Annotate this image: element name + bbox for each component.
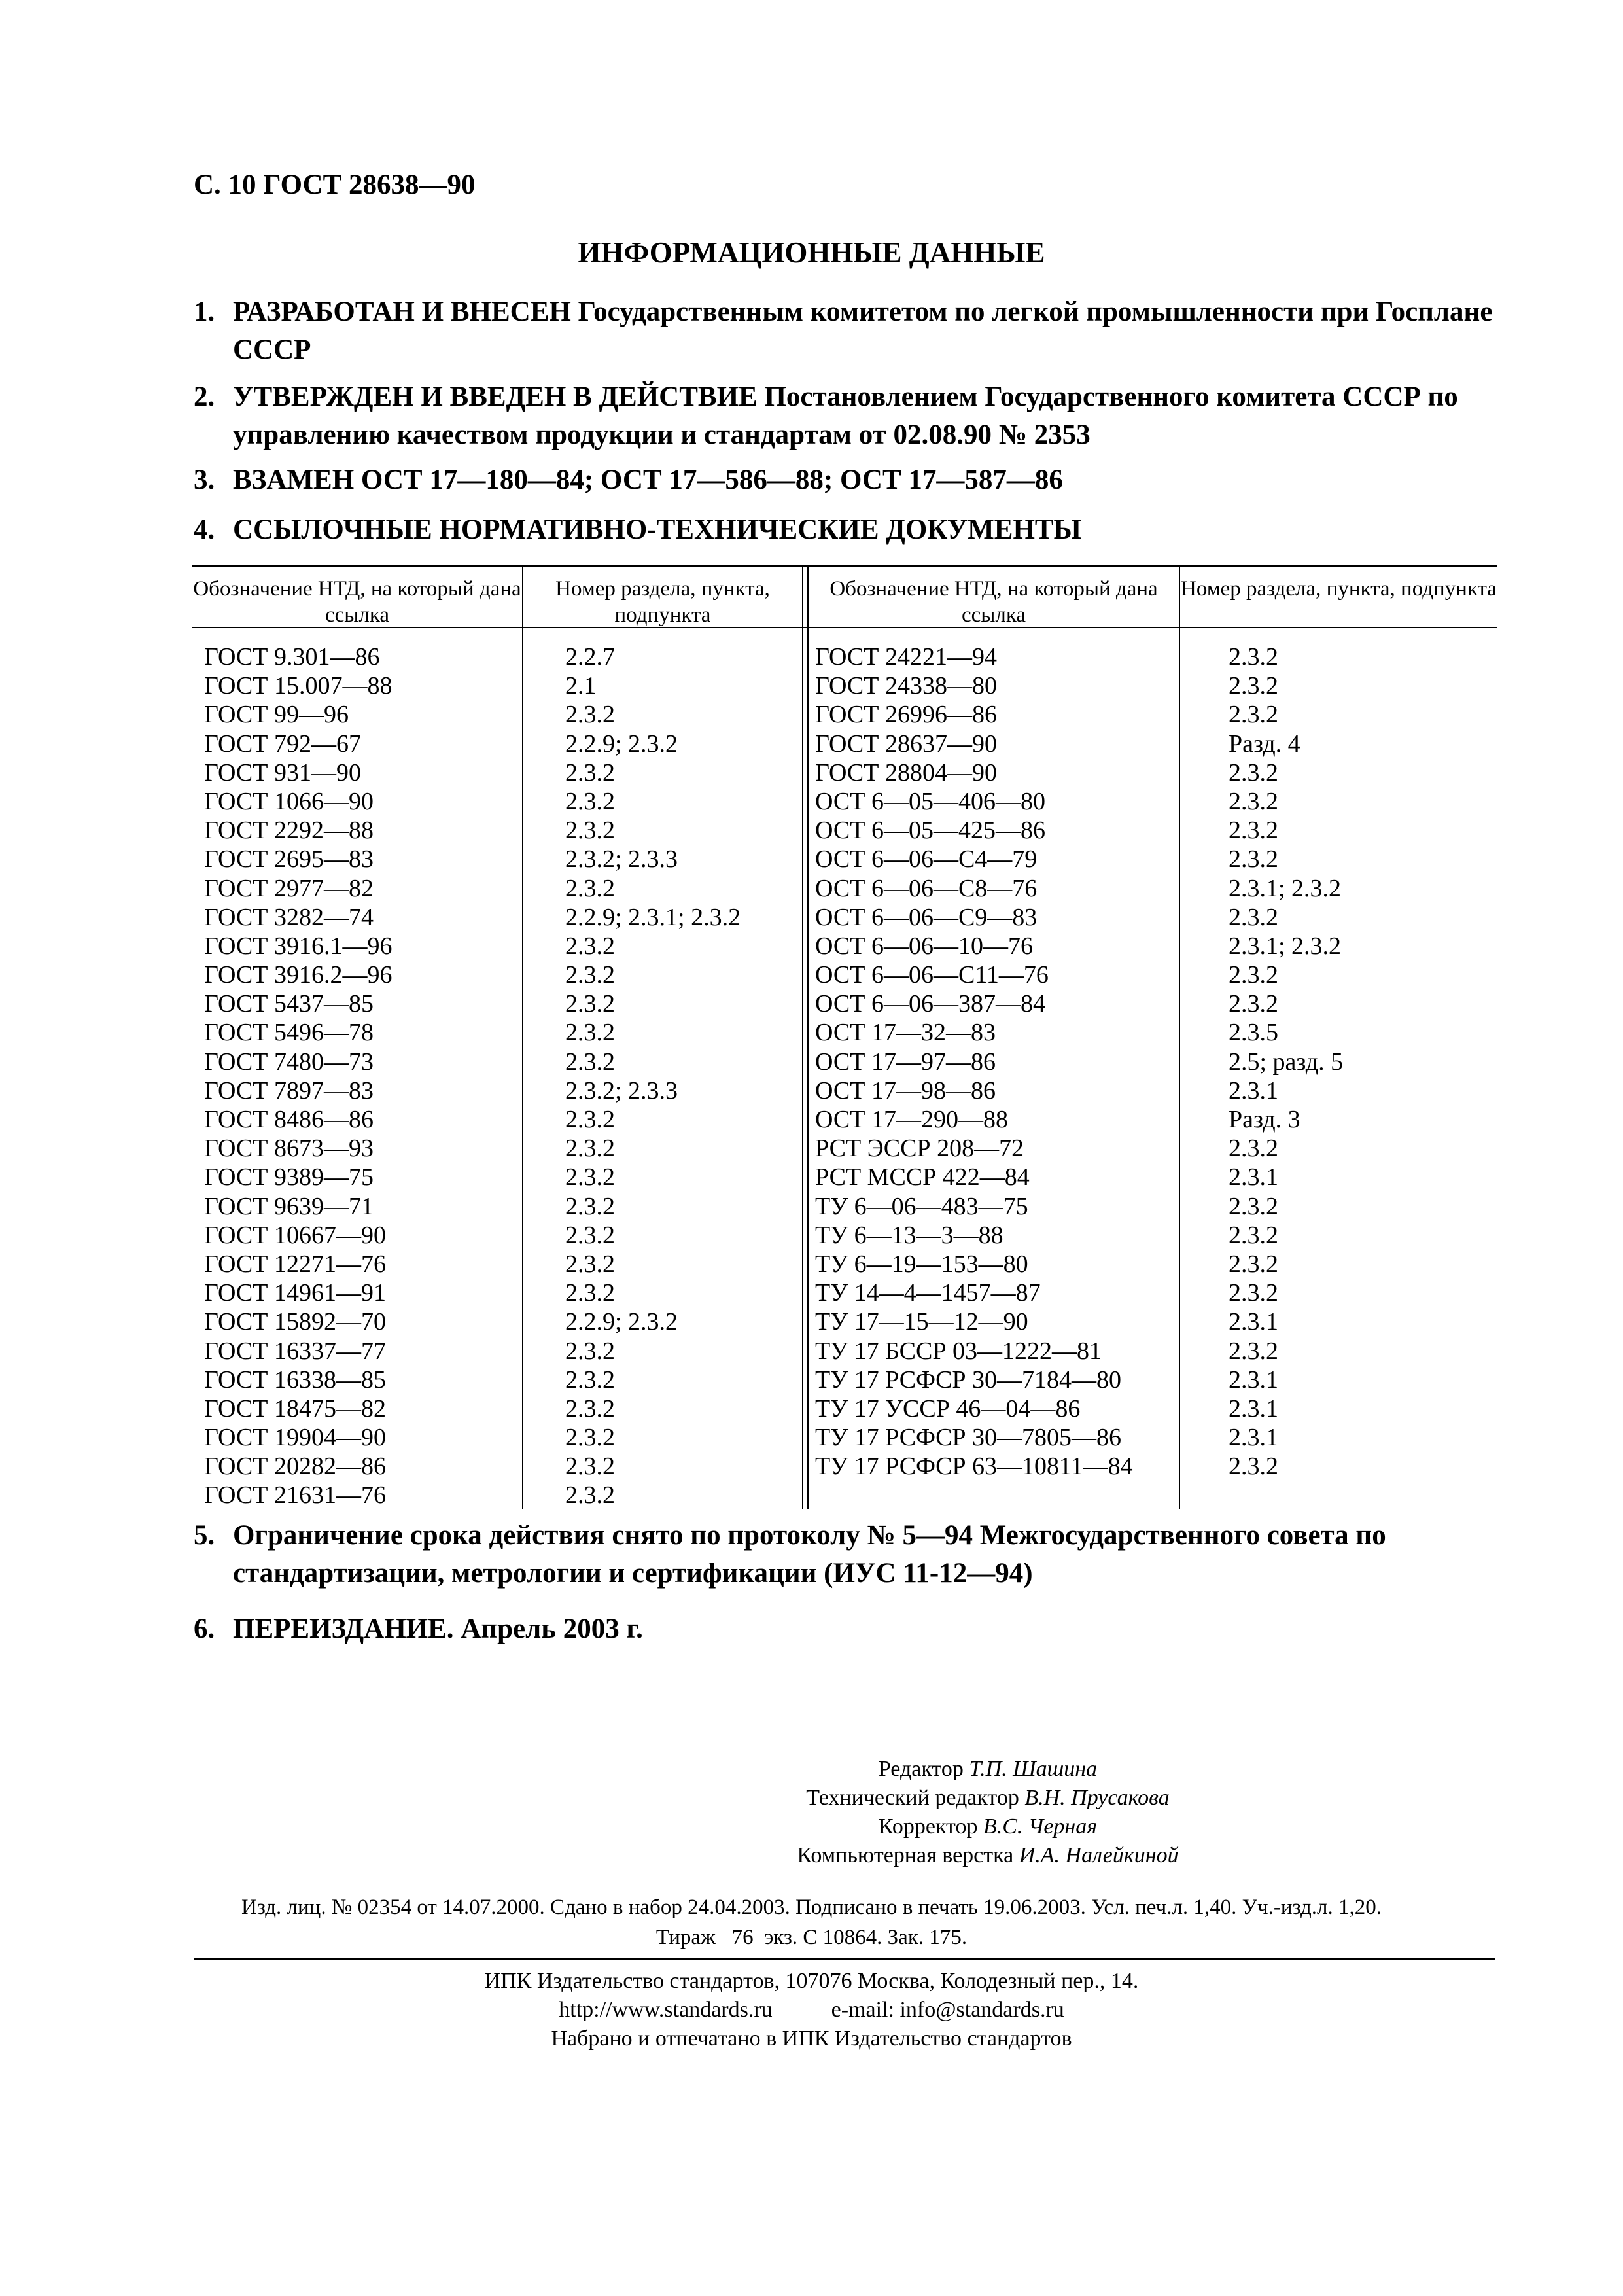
table-cell-doc: ТУ 6—19—153—80	[815, 1250, 1028, 1278]
table-cell-section: 2.3.2	[565, 1135, 615, 1163]
table-cell-doc: ГОСТ 21631—76	[204, 1481, 386, 1510]
table-cell-doc: ГОСТ 8673—93	[204, 1135, 374, 1163]
table-cell-doc: ГОСТ 8486—86	[204, 1106, 374, 1133]
table-cell-doc: ГОСТ 3282—74	[204, 903, 374, 931]
table-cell-doc: ГОСТ 931—90	[204, 758, 361, 786]
table-cell-doc: ТУ 17 УССР 46—04—86	[815, 1394, 1081, 1422]
table-cell-section: 2.3.2	[1229, 701, 1278, 729]
table-cell-section: 2.3.2	[1229, 817, 1278, 845]
table-cell-section: 2.3.1	[1229, 1163, 1278, 1192]
header-right-doc: Обозначение НТД, на который дана ссылка	[829, 577, 1158, 627]
header-right-section: Номер раздела, пункта, подпункта	[1181, 577, 1497, 601]
credit-tech-editor: Технический редактор В.Н. Прусакова	[806, 1786, 1170, 1810]
table-cell-section: 2.3.2; 2.3.3	[565, 845, 678, 874]
table-cell-doc: ТУ 17—15—12—90	[815, 1308, 1028, 1336]
table-cell-section: 2.3.2	[565, 1279, 615, 1307]
table-cell-section: 2.3.2	[565, 1192, 615, 1220]
table-cell-section: 2.3.2	[565, 1481, 615, 1510]
table-cell-doc: ГОСТ 26996—86	[815, 701, 997, 729]
info-item-2	[194, 378, 1502, 454]
table-top-rule	[192, 565, 1497, 567]
table-cell-section: 2.3.2	[1229, 1453, 1278, 1481]
table-cell-section: 2.3.2	[565, 1250, 615, 1278]
table-cell-doc: ГОСТ 15892—70	[204, 1308, 386, 1336]
table-cell-section: 2.3.2; 2.3.3	[565, 1076, 678, 1104]
table-cell-section: 2.3.1; 2.3.2	[1229, 932, 1342, 960]
table-cell-doc: ГОСТ 2292—88	[204, 817, 374, 845]
table-cell-section: 2.3.2	[565, 1163, 615, 1192]
document-title: ИНФОРМАЦИОННЫЕ ДАННЫЕ	[578, 236, 1045, 269]
item-text: Апрель 2003 г.	[461, 1614, 643, 1644]
table-cell-section: 2.3.2	[1229, 961, 1278, 989]
item-lead: УТВЕРЖДЕН И ВВЕДЕН В ДЕЙСТВИЕ	[233, 381, 758, 412]
printer-url[interactable]: http://www.standards.ru	[559, 1998, 773, 2022]
item-text: Ограничение срока действия снято по протоколу № 5—94 Межгосударственного совета по стандартизации, метрологии и сертификации (ИУС 11-12—94)	[233, 1520, 1386, 1589]
table-cell-doc: ГОСТ 16337—77	[204, 1337, 386, 1365]
item-text: Государственным комитетом по легкой промышленности при Госплане СССР	[233, 296, 1493, 365]
table-cell-doc: ГОСТ 16338—85	[204, 1366, 386, 1394]
column-right-docs	[815, 643, 1133, 1481]
info-item-1	[194, 293, 1502, 369]
item-lead: ССЫЛОЧНЫЕ НОРМАТИВНО-ТЕХНИЧЕСКИЕ ДОКУМЕНТЫ	[233, 514, 1081, 545]
info-item-4	[194, 511, 1502, 549]
table-cell-doc: ОСТ 6—06—387—84	[815, 990, 1045, 1018]
table-cell-doc: ГОСТ 9639—71	[204, 1192, 374, 1220]
table-cell-section: 2.3.5	[1229, 1019, 1278, 1047]
table-cell-section: 2.3.2	[565, 961, 615, 989]
table-cell-section: 2.3.2	[1229, 1279, 1278, 1307]
table-cell-section: 2.3.2	[1229, 758, 1278, 786]
table-cell-section: 2.3.2	[565, 701, 615, 729]
table-cell-doc: ТУ 17 РСФСР 30—7184—80	[815, 1366, 1122, 1394]
item-number: 5.	[194, 1520, 215, 1551]
table-cell-doc: РСТ МССР 422—84	[815, 1163, 1030, 1192]
table-cell-section: 2.3.1	[1229, 1366, 1278, 1394]
table-cell-section: 2.3.2	[565, 990, 615, 1018]
table-cell-section: 2.3.2	[1229, 1221, 1278, 1249]
table-cell-doc: ГОСТ 9.301—86	[204, 643, 380, 671]
info-item-3	[194, 461, 1502, 499]
table-cell-section: 2.3.2	[565, 932, 615, 960]
printer-address: ИПК Издательство стандартов, 107076 Москва, Колодезный пер., 14.	[484, 1969, 1139, 1993]
table-cell-doc: ГОСТ 28637—90	[815, 730, 997, 758]
table-divider	[1179, 628, 1180, 1509]
table-cell-section: 2.3.2	[1229, 990, 1278, 1018]
printer-contacts	[0, 1996, 1623, 2024]
table-cell-section: 2.3.2	[565, 787, 615, 815]
column-left-sections	[565, 643, 741, 1510]
publication-line-2: Тираж 76 экз. С 10864. Зак. 175.	[655, 1926, 968, 1949]
table-cell-doc: ГОСТ 9389—75	[204, 1163, 374, 1192]
column-left-docs	[204, 643, 393, 1510]
table-cell-doc: ГОСТ 24221—94	[815, 643, 997, 671]
table-cell-section: 2.5; разд. 5	[1229, 1048, 1344, 1076]
table-cell-doc: ГОСТ 5496—78	[204, 1019, 374, 1047]
table-cell-doc: ГОСТ 7480—73	[204, 1048, 374, 1076]
table-cell-doc: ГОСТ 1066—90	[204, 787, 374, 815]
credit-editor: Редактор Т.П. Шашина	[878, 1757, 1098, 1781]
header-left-doc: Обозначение НТД, на который дана ссылка	[193, 577, 521, 627]
item-number: 6.	[194, 1614, 215, 1644]
printer-printed-by: Набрано и отпечатано в ИПК Издательство стандартов	[551, 2026, 1072, 2051]
column-right-sections	[1229, 643, 1343, 1481]
table-cell-doc: ОСТ 6—06—С4—79	[815, 845, 1038, 874]
table-cell-doc: ТУ 17 РСФСР 63—10811—84	[815, 1453, 1133, 1481]
table-cell-section: 2.3.2	[1229, 1250, 1278, 1278]
table-cell-doc: ОСТ 6—06—10—76	[815, 932, 1033, 960]
table-cell-section: 2.3.1	[1229, 1424, 1278, 1452]
table-cell-doc: ГОСТ 3916.1—96	[204, 932, 393, 960]
table-cell-doc: ОСТ 17—290—88	[815, 1106, 1008, 1133]
credits	[726, 1755, 1249, 1870]
table-cell-doc: ГОСТ 792—67	[204, 730, 361, 758]
item-lead: ПЕРЕИЗДАНИЕ.	[233, 1614, 454, 1644]
item-number: 2.	[194, 381, 215, 412]
table-cell-section: 2.2.9; 2.3.2	[565, 1308, 678, 1336]
table-cell-section: 2.3.1	[1229, 1394, 1278, 1422]
table-cell-doc: ГОСТ 3916.2—96	[204, 961, 393, 989]
table-cell-doc: ОСТ 6—05—425—86	[815, 817, 1045, 845]
table-cell-section: 2.3.2	[1229, 643, 1278, 671]
table-cell-doc: ОСТ 6—05—406—80	[815, 787, 1045, 815]
table-cell-doc: ТУ 17 БССР 03—1222—81	[815, 1337, 1102, 1365]
table-cell-doc: ГОСТ 99—96	[204, 701, 349, 729]
table-cell-section: 2.3.2	[565, 1424, 615, 1452]
page-header: С. 10 ГОСТ 28638—90	[194, 169, 476, 200]
table-cell-section: 2.3.2	[1229, 845, 1278, 874]
table-cell-section: 2.3.2	[565, 1221, 615, 1249]
printer-email[interactable]: e-mail: info@standards.ru	[831, 1998, 1064, 2022]
table-cell-section: 2.2.9; 2.3.2	[565, 730, 678, 758]
table-cell-doc: ТУ 17 РСФСР 30—7805—86	[815, 1424, 1122, 1452]
table-cell-section: 2.2.7	[565, 643, 615, 671]
table-cell-section: 2.3.2	[1229, 903, 1278, 931]
table-cell-doc: ОСТ 6—06—С9—83	[815, 903, 1038, 931]
table-cell-section: 2.3.2	[1229, 672, 1278, 700]
table-cell-doc: ГОСТ 20282—86	[204, 1453, 386, 1481]
table-cell-section: 2.3.2	[565, 1337, 615, 1365]
table-cell-doc: ГОСТ 5437—85	[204, 990, 374, 1018]
table-divider	[522, 628, 523, 1509]
table-cell-section: 2.1	[565, 672, 597, 700]
credit-layout: Компьютерная верстка И.А. Налейкиной	[797, 1843, 1179, 1867]
item-text: Постановлением Государственного комитета СССР по управлению качеством продукции и стандартам от 02.08.90 № 2353	[233, 381, 1458, 450]
table-cell-doc: ОСТ 17—98—86	[815, 1076, 996, 1104]
item-lead: РАЗРАБОТАН И ВНЕСЕН	[233, 296, 571, 327]
table-cell-doc: ГОСТ 12271—76	[204, 1250, 386, 1278]
table-cell-doc: РСТ ЭССР 208—72	[815, 1135, 1024, 1163]
table-cell-section: 2.3.2	[1229, 1135, 1278, 1163]
table-divider-center	[807, 565, 809, 1509]
table-cell-doc: ОСТ 6—06—С8—76	[815, 874, 1038, 902]
table-cell-section: 2.3.2	[565, 874, 615, 902]
table-cell-doc: ТУ 14—4—1457—87	[815, 1279, 1041, 1307]
table-cell-doc: ОСТ 17—97—86	[815, 1048, 996, 1076]
table-cell-section: Разд. 3	[1229, 1106, 1300, 1133]
item-number: 4.	[194, 514, 215, 545]
publication-line-1: Изд. лиц. № 02354 от 14.07.2000. Сдано в набор 24.04.2003. Подписано в печать 19.06.2003. Усл. печ.л. 1,40. Уч.-изд.л. 1,20.	[241, 1896, 1382, 1919]
table-cell-section: 2.3.2	[565, 1019, 615, 1047]
printer-info	[0, 1967, 1623, 2053]
header-left-section: Номер раздела, пункта, подпункта	[555, 577, 770, 627]
table-cell-doc: ГОСТ 15.007—88	[204, 672, 393, 700]
footer-rule	[194, 1958, 1495, 1960]
table-cell-section: 2.3.1; 2.3.2	[1229, 874, 1342, 902]
table-cell-section: 2.3.2	[1229, 1192, 1278, 1220]
table-cell-doc: ГОСТ 10667—90	[204, 1221, 386, 1249]
table-cell-section: 2.3.2	[565, 1394, 615, 1422]
item-number: 3.	[194, 465, 215, 495]
table-cell-doc: ГОСТ 19904—90	[204, 1424, 386, 1452]
table-cell-doc: ГОСТ 28804—90	[815, 758, 997, 786]
table-cell-section: 2.3.2	[1229, 1337, 1278, 1365]
publication-info	[0, 1892, 1623, 1952]
table-cell-doc: ОСТ 6—06—С11—76	[815, 961, 1049, 989]
credit-proofreader: Корректор В.С. Черная	[878, 1814, 1098, 1839]
table-cell-section: Разд. 4	[1229, 730, 1300, 758]
table-cell-section: 2.3.2	[565, 1453, 615, 1481]
table-cell-doc: ГОСТ 14961—91	[204, 1279, 386, 1307]
table-cell-doc: ГОСТ 7897—83	[204, 1076, 374, 1104]
table-cell-section: 2.2.9; 2.3.1; 2.3.2	[565, 903, 741, 931]
table-cell-doc: ТУ 6—13—3—88	[815, 1221, 1003, 1249]
table-cell-doc: ОСТ 17—32—83	[815, 1019, 996, 1047]
info-item-6	[194, 1610, 1502, 1648]
table-cell-section: 2.3.2	[1229, 787, 1278, 815]
table-cell-section: 2.3.2	[565, 758, 615, 786]
table-cell-section: 2.3.2	[565, 1366, 615, 1394]
table-cell-doc: ТУ 6—06—483—75	[815, 1192, 1028, 1220]
table-cell-doc: ГОСТ 2695—83	[204, 845, 374, 874]
table-cell-doc: ГОСТ 18475—82	[204, 1394, 386, 1422]
item-number: 1.	[194, 296, 215, 327]
table-divider-center	[802, 565, 803, 1509]
table-cell-section: 2.3.2	[565, 1106, 615, 1133]
table-cell-section: 2.3.2	[565, 817, 615, 845]
table-cell-section: 2.3.1	[1229, 1308, 1278, 1336]
item-lead: ВЗАМЕН ОСТ 17—180—84; ОСТ 17—586—88; ОСТ 17—587—86	[233, 465, 1063, 495]
references-table	[192, 565, 1497, 1509]
table-cell-doc: ГОСТ 24338—80	[815, 672, 997, 700]
table-cell-section: 2.3.1	[1229, 1076, 1278, 1104]
table-cell-doc: ГОСТ 2977—82	[204, 874, 374, 902]
table-cell-section: 2.3.2	[565, 1048, 615, 1076]
info-item-5	[194, 1517, 1502, 1593]
